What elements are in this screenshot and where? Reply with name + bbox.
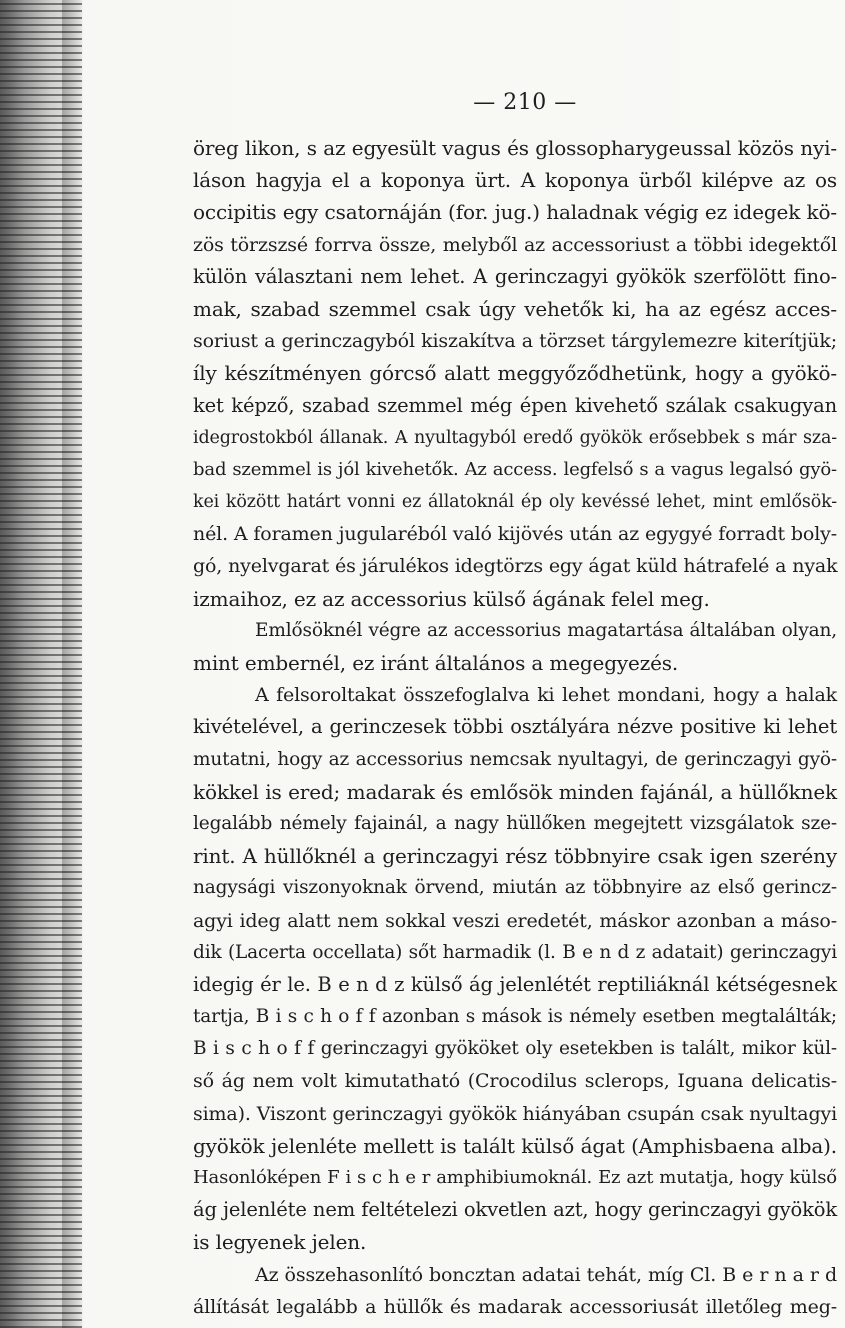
- text-line: agyi ideg alatt nem sokkal veszi eredetét, máskor azonban a máso-: [193, 909, 837, 932]
- text-line: B i s c h o f f gerinczagyi gyököket oly esetekben is talált, mikor kül-: [193, 1038, 837, 1060]
- text-line: nél. A foramen jugularéból való kijövés után az egygyé forradt boly-: [193, 523, 837, 546]
- text-line: idegrostokból állanak. A nyultagyból eredő gyökök erősebbek s már sza-: [193, 427, 837, 448]
- text-line: ág jelenléte nem feltételezi okvetlen azt, hogy gerinczagyi gyökök: [193, 1198, 837, 1222]
- text-line: occipitis egy csatornáján (for. jug.) haladnak végig ez idegek kö-: [193, 200, 837, 225]
- text-line: bad szemmel is jól kivehetők. Az access. legfelső s a vagus legalsó gyö-: [193, 458, 837, 480]
- page-number: — 210 —: [473, 90, 577, 115]
- text-line: tartja, B i s c h o f f azonban s mások is némely esetben megtalálták;: [193, 1006, 837, 1028]
- text-line: A felsoroltakat összefoglalva ki lehet mondani, hogy a halak: [255, 684, 837, 707]
- text-line: is legyenek jelen.: [193, 1230, 367, 1255]
- text-line: nagysági viszonyoknak örvend, miután az többnyire az első gerincz-: [193, 877, 837, 899]
- text-line: kökkel is ered; madarak és emlősök minden fajánál, a hüllőknek: [193, 779, 837, 804]
- text-line: zös törzszsé forrva össze, melyből az accessoriust a többi idegektől: [193, 233, 837, 256]
- text-line: Emlősöknél végre az accessorius magatartása általában olyan,: [255, 619, 837, 641]
- text-line: külön választani nem lehet. A gerinczagyi gyökök szerfölött fino-: [193, 264, 837, 288]
- text-line: soriust a gerinczagyból kiszakítva a törzset tárgylemezre kiterítjük;: [193, 330, 837, 353]
- text-line: mint embernél, ez iránt általános a megegyezés.: [193, 651, 679, 675]
- text-line: Hasonlóképen F i s c h e r amphibiumoknál. Ez azt mutatja, hogy külső: [193, 1167, 837, 1188]
- text-line: idegig ér le. B e n d z külső ág jelenlétét reptiliáknál kétségesnek: [193, 972, 837, 996]
- text-line: mak, szabad szemmel csak úgy vehetők ki, ha az egész acces-: [193, 296, 837, 321]
- text-line: legalább némely fajainál, a nagy hüllőken megejtett vizsgálatok sze-: [193, 812, 837, 834]
- text-line: rint. A hüllőknél a gerinczagyi rész többnyire csak igen szerény: [193, 844, 837, 869]
- binding-shadow: [62, 0, 84, 1328]
- text-line: láson hagyja el a koponya ürt. A koponya ürből kilépve az os: [193, 168, 837, 193]
- text-line: gó, nyelvgarat és járulékos idegtörzs egy ágat küld hátrafelé a nyak: [193, 555, 838, 578]
- text-line: mutatni, hogy az accessorius nemcsak nyultagyi, de gerinczagyi gyö-: [193, 748, 837, 770]
- text-line: állítását legalább a hüllők és madarak accessoriusát illetőleg meg-: [193, 1295, 837, 1318]
- text-line: izmaihoz, ez az accessorius külső ágának felel meg.: [193, 586, 710, 611]
- text-line: Az összehasonlító boncztan adatai tehát, míg Cl. B e r n a r d: [255, 1263, 837, 1286]
- text-line: sima). Viszont gerinczagyi gyökök hiányában csupán csak nyultagyi: [193, 1102, 837, 1125]
- text-line: dik (Lacerta occellata) sőt harmadik (l. B e n d z adatait) gerinczagyi: [193, 941, 837, 963]
- text-line: kivételével, a gerinczesek többi osztályára nézve positive ki lehet: [193, 715, 837, 739]
- text-line: kei között határt vonni ez állatoknál ép oly kevéssé lehet, mint emlősök-: [193, 492, 837, 513]
- text-line: öreg likon, s az egyesült vagus és glossopharygeussal közös nyi-: [193, 136, 837, 160]
- body-text: [193, 132, 837, 1323]
- text-line: íly készítményen górcső alatt meggyőződhetünk, hogy a gyökö-: [193, 361, 837, 386]
- text-line: gyökök jelenléte mellett is talált külső ágat (Amphisbaena alba).: [193, 1133, 837, 1158]
- text-line: ső ág nem volt kimutatható (Crocodilus sclerops, Iguana delicatis-: [193, 1070, 837, 1093]
- text-line: ket képző, szabad szemmel még épen kivehető szálak csakugyan: [193, 393, 837, 417]
